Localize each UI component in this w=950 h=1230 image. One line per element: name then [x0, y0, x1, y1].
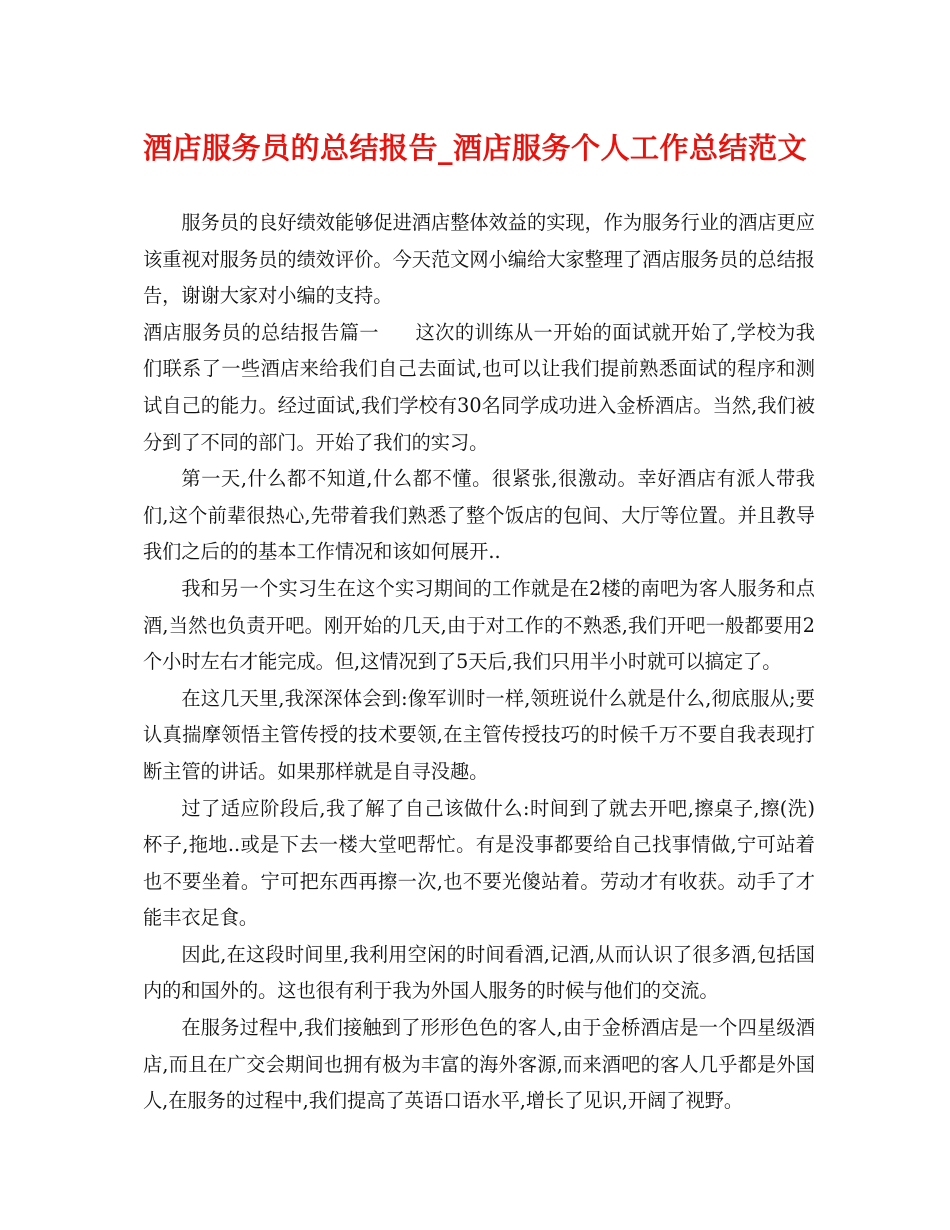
body-paragraph: 在服务过程中,我们接触到了形形色色的客人,由于金桥酒店是一个四星级酒店,而且在广交会期间也拥有极为丰富的海外客源,而来酒吧的客人几乎都是外国人,在服务的过程中,我们提高了英语口语水平,增长了见识,开阔了视野。 — [143, 1016, 815, 1113]
intro-paragraph: 服务员的良好绩效能够促进酒店整体效益的实现，作为服务行业的酒店更应该重视对服务员的绩效评价。今天范文网小编给大家整理了酒店服务员的总结报告，谢谢大家对小编的支持。 — [143, 211, 815, 308]
document-body — [143, 205, 815, 1120]
body-paragraph: 过了适应阶段后,我了解了自己该做什么:时间到了就去开吧,擦桌子,擦(洗)杯子,拖地..或是下去一楼大堂吧帮忙。有是没事都要给自己找事情做,宁可站着也不要坐着。宁可把东西再擦一次,也不要光傻站着。劳动才有收获。动手了才能丰衣足食。 — [143, 796, 815, 930]
section-first-text: 这次的训练从一开始的面试就开始了,学校为我们联系了一些酒店来给我们自己去面试,也可以让我们提前熟悉面试的程序和测试自己的能力。经过面试,我们学校有30名同学成功进入金桥酒店。当然,我们被分到了不同的部门。开始了我们的实习。 — [143, 320, 815, 454]
section-heading: 酒店服务员的总结报告篇一 — [143, 320, 380, 344]
body-paragraph: 第一天,什么都不知道,什么都不懂。很紧张,很激动。幸好酒店有派人带我们,这个前辈很热心,先带着我们熟悉了整个饭店的包间、大厅等位置。并且教导我们之后的的基本工作情况和该如何展开.. — [143, 467, 815, 564]
body-paragraph: 因此,在这段时间里,我利用空闲的时间看酒,记酒,从而认识了很多酒,包括国内的和国外的。这也很有利于我为外国人服务的时候与他们的交流。 — [143, 942, 815, 1003]
body-paragraph: 在这几天里,我深深体会到:像军训时一样,领班说什么就是什么,彻底服从;要认真揣摩领悟主管传授的技术要领,在主管传授技巧的时候千万不要自我表现打断主管的讲话。如果那样就是自寻没趣。 — [143, 686, 815, 783]
body-paragraph: 我和另一个实习生在这个实习期间的工作就是在2楼的南吧为客人服务和点酒,当然也负责开吧。刚开始的几天,由于对工作的不熟悉,我们开吧一般都要用2个小时左右才能完成。但,这情况到了5天后,我们只用半小时就可以搞定了。 — [143, 576, 815, 674]
section-first-paragraph — [143, 315, 815, 461]
document-title: 酒店服务员的总结报告_酒店服务个人工作总结范文 — [142, 131, 807, 165]
